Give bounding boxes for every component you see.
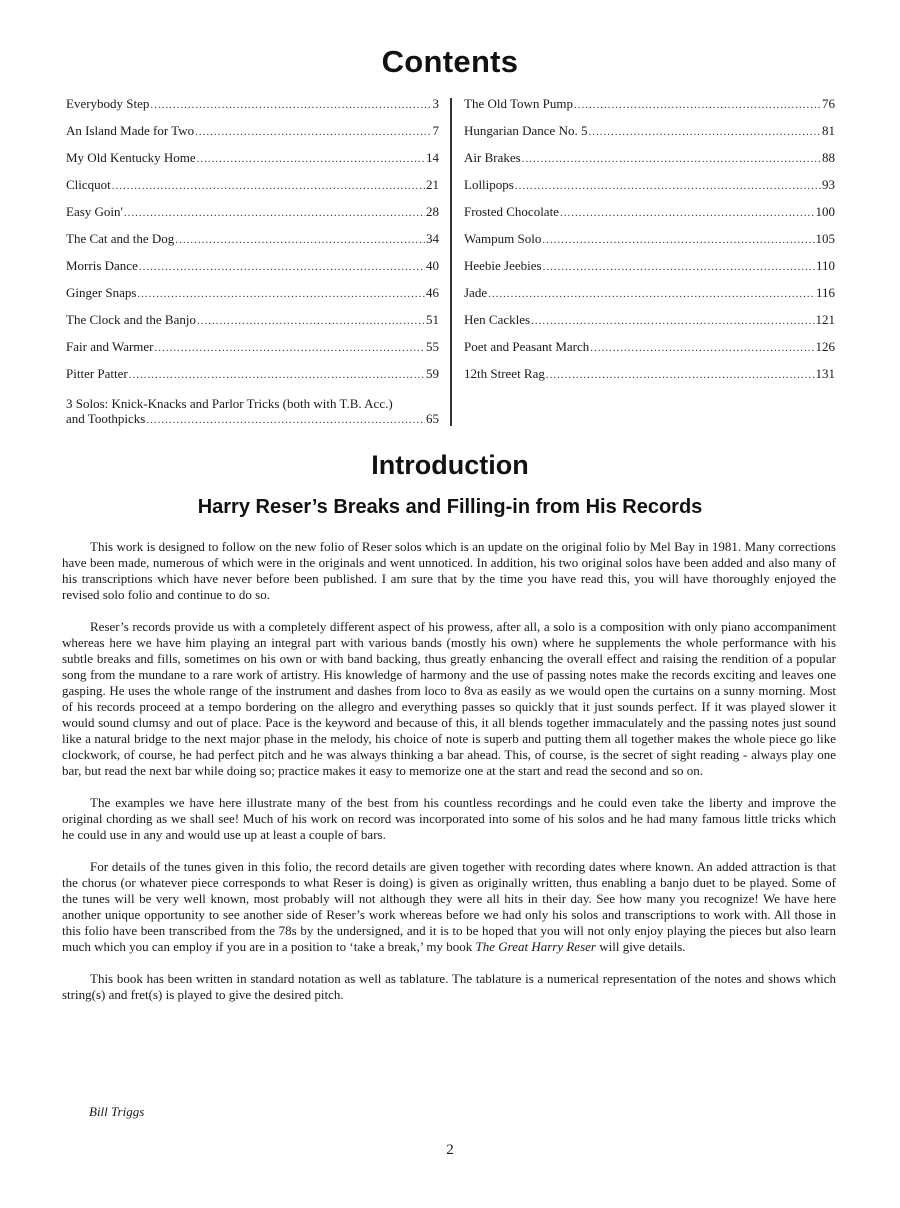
toc-leader-dots [129, 367, 425, 383]
toc-entry-title: Morris Dance [66, 258, 138, 273]
toc-entry-title: Frosted Chocolate [464, 204, 559, 219]
toc-entry [464, 123, 835, 150]
toc-entry-page: 110 [815, 258, 835, 273]
toc-entry [66, 312, 439, 339]
toc-entry-page: 34 [426, 231, 439, 246]
toc-leader-dots [124, 205, 425, 221]
introduction-body [62, 539, 836, 1019]
toc-entry-title: 3 Solos: Knick-Knacks and Parlor Tricks (both with T.B. Acc.) [66, 396, 393, 411]
toc-entry-page: 7 [432, 123, 439, 138]
toc-entry-title: Easy Goin' [66, 204, 123, 219]
toc-entry-title: Wampum Solo [464, 231, 542, 246]
toc-entry-page: 121 [815, 312, 835, 327]
toc-entry-title: Hungarian Dance No. 5 [464, 123, 588, 138]
toc-entry-title: The Cat and the Dog [66, 231, 175, 246]
toc-entry-page: 51 [426, 312, 439, 327]
toc-entry [66, 339, 439, 366]
toc-leader-dots [137, 286, 425, 302]
toc-entry-title: Poet and Peasant March [464, 339, 590, 354]
toc-entry-page: 59 [426, 366, 439, 381]
toc-entry-title: The Clock and the Banjo [66, 312, 196, 327]
toc-entry-page: 14 [426, 150, 439, 165]
toc-entry-title: Everybody Step [66, 96, 150, 111]
toc-entry-page: 21 [426, 177, 439, 192]
toc-entry-page: 116 [815, 285, 835, 300]
toc-left-column [66, 96, 439, 427]
toc-entry-title: Heebie Jeebies [464, 258, 542, 273]
toc-entry-page: 76 [822, 96, 835, 111]
toc-entry-page: 40 [426, 258, 439, 273]
toc-leader-dots [590, 340, 814, 356]
toc-leader-dots [546, 367, 815, 383]
toc-entry [66, 285, 439, 312]
intro-paragraph [62, 859, 836, 955]
toc-entry [464, 258, 835, 285]
toc-leader-dots [146, 412, 425, 428]
toc-leader-dots [175, 232, 425, 248]
toc-entry [464, 231, 835, 258]
toc-entry-page: 100 [815, 204, 835, 219]
toc-leader-dots [515, 178, 821, 194]
toc-entry-title: Clicquot [66, 177, 111, 192]
toc-entry-title: Fair and Warmer [66, 339, 154, 354]
toc-entry-title: and Toothpicks [66, 411, 146, 426]
toc-leader-dots [522, 151, 821, 167]
toc-entry-page: 81 [822, 123, 835, 138]
toc-entry [464, 312, 835, 339]
toc-entry-page: 88 [822, 150, 835, 165]
toc-entry [464, 150, 835, 177]
toc-entry-title: The Old Town Pump [464, 96, 573, 111]
intro-paragraph-text: will give details. [595, 939, 686, 954]
toc-leader-dots [197, 313, 425, 329]
toc-entry [464, 177, 835, 204]
toc-divider [450, 98, 452, 426]
toc-leader-dots [155, 340, 425, 356]
toc-entry [66, 411, 439, 427]
intro-paragraph-text: For details of the tunes given in this folio, the record details are given together with recording dates where known. An added attraction is that the chorus (or whatever piece corresponds to what Reser is doing) is given as originally written, thus enabling a banjo duet to be played. Some of the tunes will be very well known, most probably will not although they were all hits in their day. See how many you recognize! We have here another unique opportunity to see another side of Reser’s work whereas before we had only his solos and transcriptions to work with. All those in this folio have been transcribed from the 78s by the undersigned, and it is to be hoped that you will not only enjoy playing the pieces but also learn much which you can employ if you are in a position to ‘take a break,’ my book [62, 859, 836, 954]
toc-entry-page: 55 [426, 339, 439, 354]
toc-entry [66, 204, 439, 231]
toc-entry-title: Ginger Snaps [66, 285, 137, 300]
toc-entry [66, 366, 439, 393]
page-number: 2 [446, 1142, 454, 1158]
toc-entry [464, 339, 835, 366]
toc-right-column [464, 96, 835, 393]
toc-leader-dots [139, 259, 425, 275]
introduction-subtitle: Harry Reser’s Breaks and Filling-in from His Records [197, 496, 703, 518]
toc-leader-dots [197, 151, 425, 167]
toc-entry-page: 46 [426, 285, 439, 300]
toc-entry [464, 96, 835, 123]
toc-entry [464, 366, 835, 393]
toc-leader-dots [531, 313, 814, 329]
toc-leader-dots [574, 97, 821, 113]
toc-entry [66, 150, 439, 177]
book-title: The Great Harry Reser [475, 939, 596, 954]
contents-title: Contents [381, 44, 519, 79]
toc-entry [464, 285, 835, 312]
toc-entry-title: An Island Made for Two [66, 123, 195, 138]
toc-leader-dots [542, 232, 814, 248]
toc-entry-page: 28 [426, 204, 439, 219]
toc-entry [66, 123, 439, 150]
toc-entry-page: 3 [432, 96, 439, 111]
toc-entry-page: 105 [815, 231, 835, 246]
toc-entry-title: Lollipops [464, 177, 514, 192]
toc-leader-dots [543, 259, 815, 275]
intro-paragraph: This book has been written in standard notation as well as tablature. The tablature is a numerical representation of the notes and shows which string(s) and fret(s) is played to give the desired pitch. [62, 971, 836, 1002]
author-signature: Bill Triggs [89, 1104, 145, 1119]
toc-entry-page: 65 [426, 411, 439, 426]
intro-paragraph: The examples we have here illustrate many of the best from his countless recordings and he could even take the liberty and improve the original chording as we shall see! Much of his work on record was incorporated into some of his solos and he had many famous little tricks which he could use in any and would use up at least a couple of bars. [62, 795, 836, 842]
toc-entry [66, 177, 439, 204]
toc-leader-dots [588, 124, 821, 140]
toc-entry-page: 93 [822, 177, 835, 192]
toc-entry [66, 231, 439, 258]
toc-entry-title: 12th Street Rag [464, 366, 545, 381]
introduction-title: Introduction [371, 450, 529, 480]
toc-entry-title: Pitter Patter [66, 366, 128, 381]
toc-entry-title: My Old Kentucky Home [66, 150, 196, 165]
toc-entry [464, 204, 835, 231]
toc-leader-dots [150, 97, 431, 113]
toc-entry-title: Jade [464, 285, 488, 300]
toc-leader-dots [112, 178, 425, 194]
toc-leader-dots [488, 286, 815, 302]
toc-entry [66, 258, 439, 285]
intro-paragraph: This work is designed to follow on the new folio of Reser solos which is an update on the original folio by Mel Bay in 1981. Many corrections have been made, numerous of which were in the originals and went unnoticed. In addition, his two original solos have been added and also many of his transcriptions which have never before been published. I am sure that by the time you have read this, you will have thoroughly enjoyed the revised solo folio and continue to do so. [62, 539, 836, 602]
toc-leader-dots [560, 205, 815, 221]
toc-entry-title: Air Brakes [464, 150, 521, 165]
intro-paragraph: Reser’s records provide us with a completely different aspect of his prowess, after all, a solo is a composition with only piano accompaniment whereas here we have him playing an integral part with various bands (mostly his own) where he supplements the whole performance with his subtle breaks and fills, sometimes on his own or with band backing, thus greatly enhancing the overall effect and raising the rendition of a popular song from the mundane to a rare work of artistry. His knowledge of harmony and the use of passing notes make the records exciting and leaves one gasping. He uses the whole range of the instrument and dashes from loco to 8va as easily as we would open the curtains on a sunny morning. Most of his records proceed at a tempo bordering on the allegro and everything passes so quickly that it just sounds perfect. If it was played slower it would sound clumsy and out of place. Pace is the keyword and because of this, it all blends together immaculately and the passing notes just sound like a natural bridge to the next major phase in the melody, his choice of note is superb and putting them all together makes the whole piece go like clockwork, of course, he had perfect pitch and he was always thinking a bar ahead. This, of course, is the secret of sight reading - always play one bar, but read the next bar while doing so; practice makes it easy to memorize one at the start and read the second and so on. [62, 619, 836, 778]
toc-leader-dots [195, 124, 431, 140]
toc-entry [66, 96, 439, 123]
toc-entry-page: 126 [815, 339, 835, 354]
toc-entry-multiline [66, 397, 439, 427]
toc-entry-title: Hen Cackles [464, 312, 531, 327]
toc-entry-page: 131 [815, 366, 835, 381]
